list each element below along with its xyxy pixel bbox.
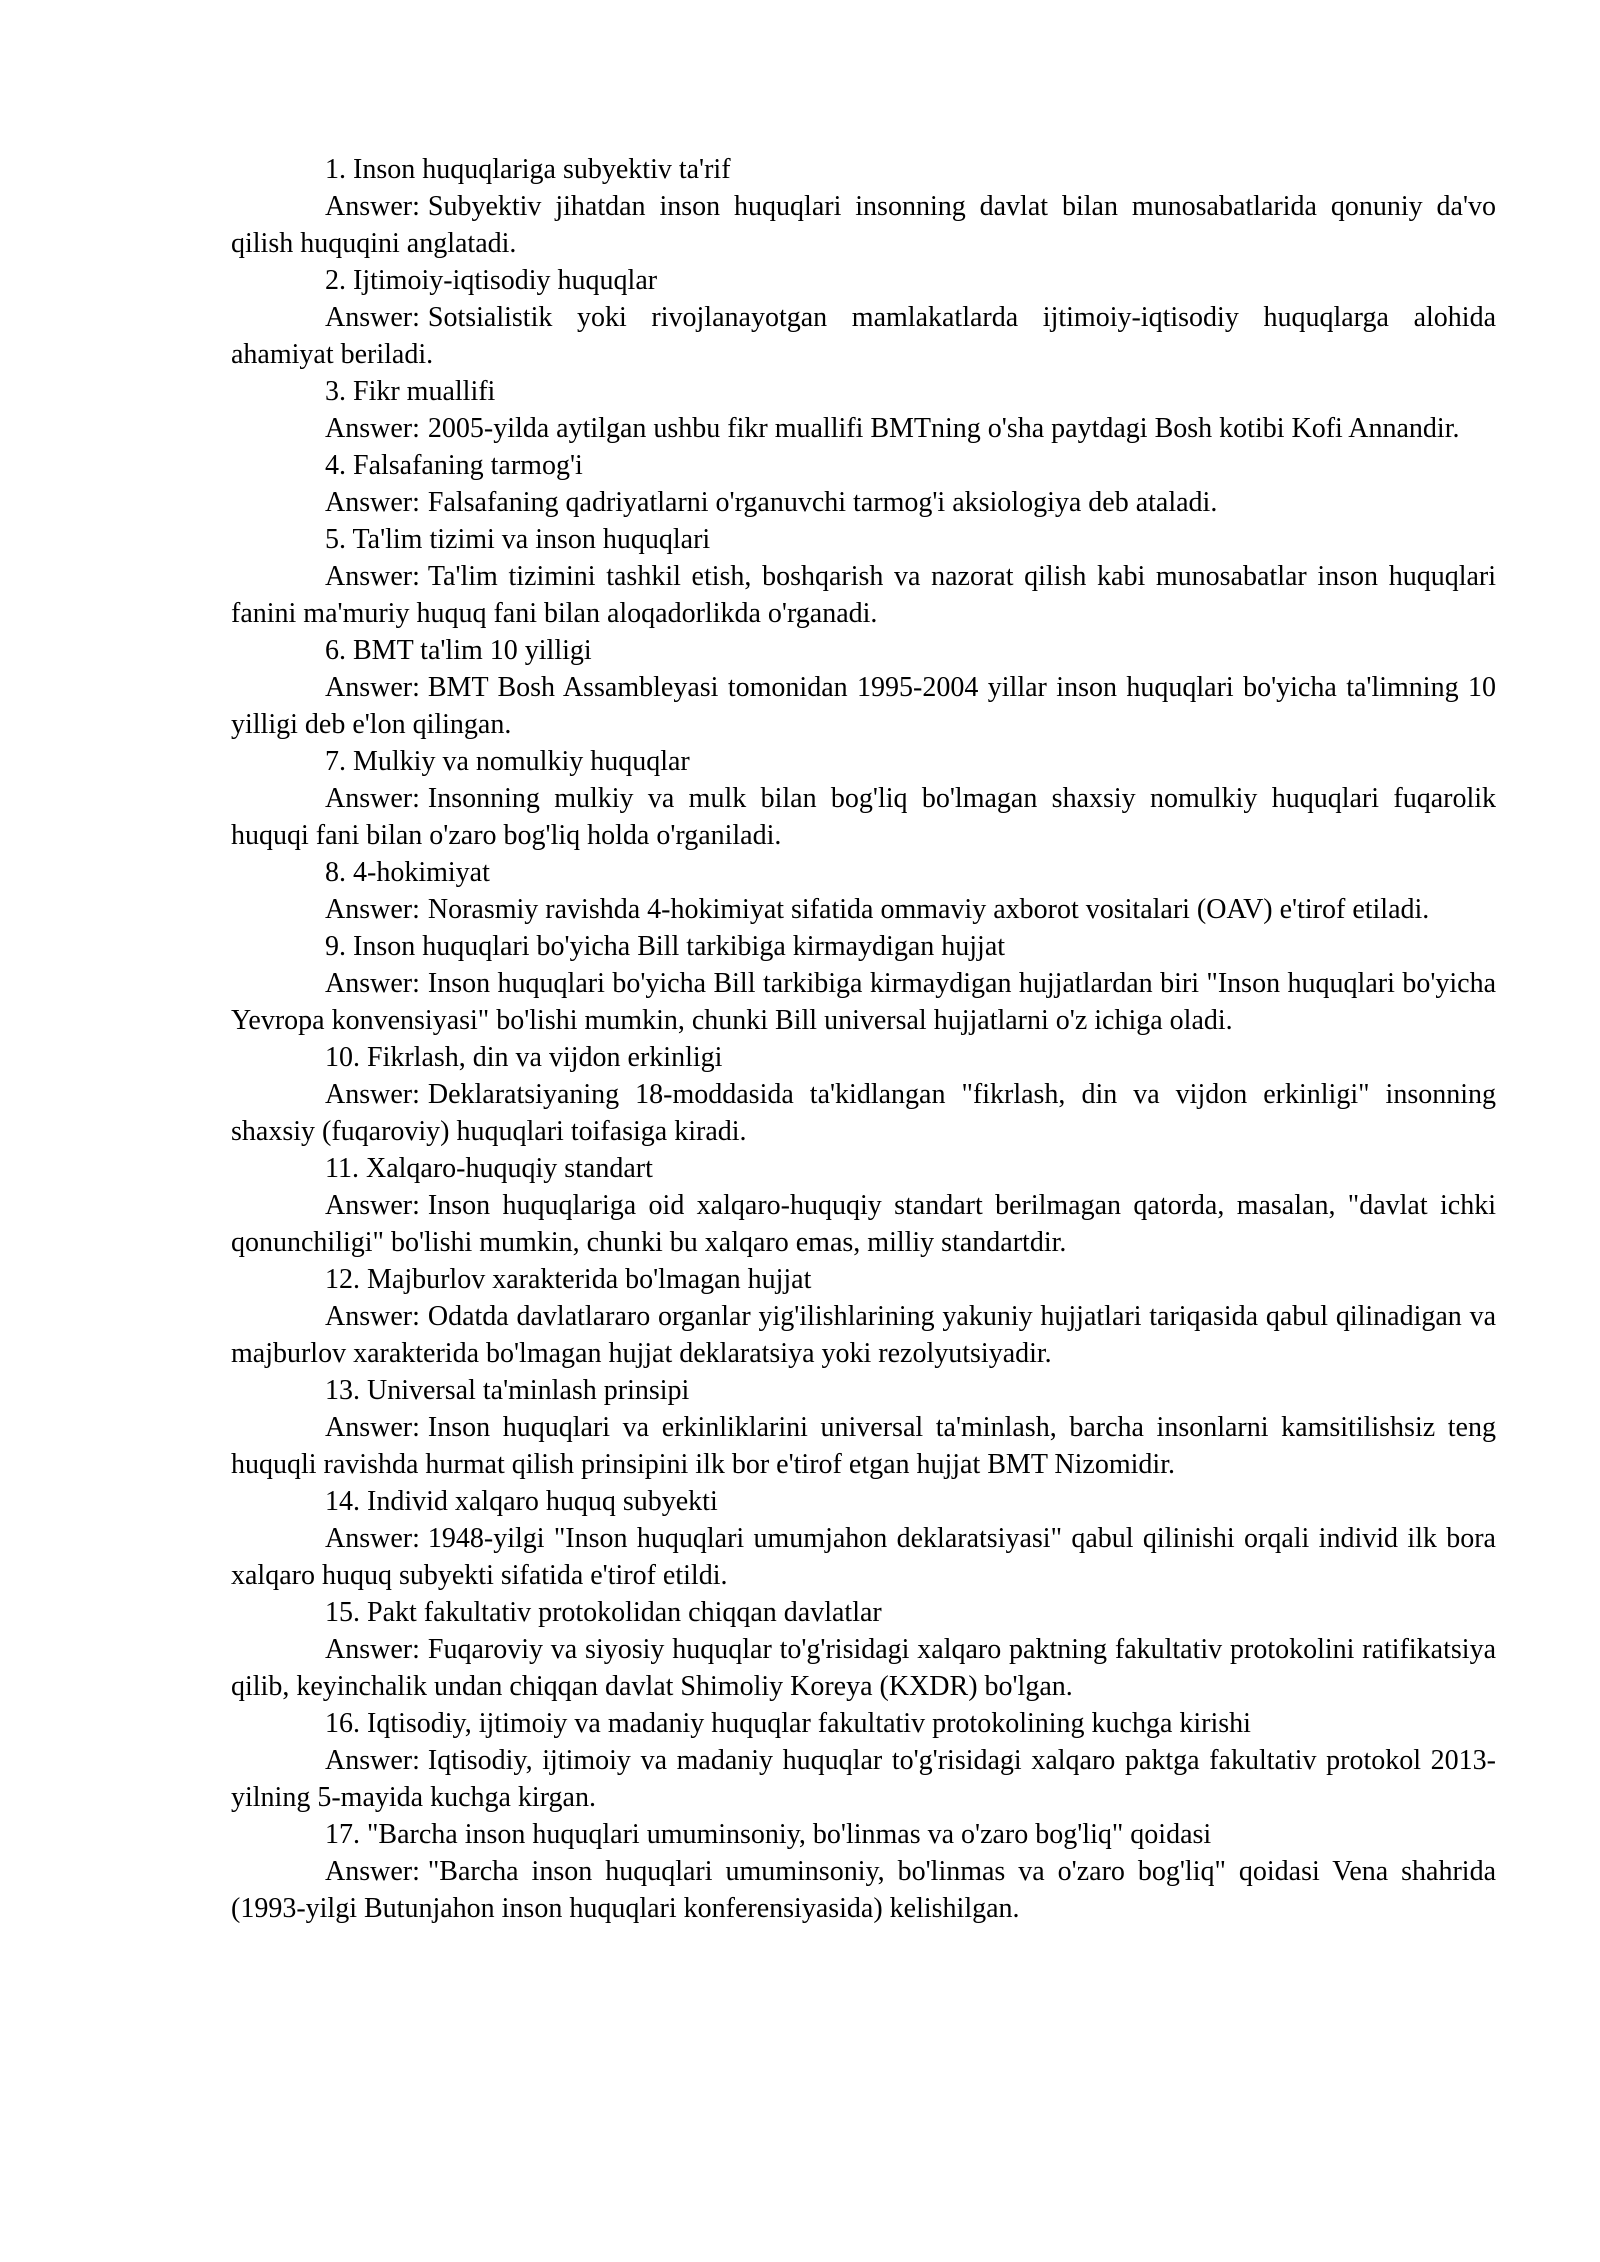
answer-text: Norasmiy ravishda 4-hokimiyat sifatida ommaviy axborot vositalari (OAV) e'tirof etiladi.	[427, 894, 1430, 925]
answer-paragraph	[231, 669, 1496, 743]
answer-prefix: Answer:	[325, 1412, 420, 1443]
answer-text: Ta'lim tizimini tashkil etish, boshqarish va nazorat qilish kabi munosabatlar inson huquqlari fanini ma'muriy huquq fani bilan aloqadorlikda o'rganadi.	[231, 561, 1496, 629]
question-number: 2.	[325, 265, 346, 296]
answer-text: Odatda davlatlararo organlar yig'ilishlarining yakuniy hujjatlari tariqasida qabul qilinadigan va majburlov xarakterida bo'lmagan hujjat deklaratsiya yoki rezolyutsiyadir.	[231, 1301, 1496, 1369]
question-number: 3.	[325, 376, 346, 407]
answer-prefix: Answer:	[325, 1190, 420, 1221]
question-title: Ta'lim tizimi va inson huquqlari	[352, 524, 711, 555]
answer-paragraph	[231, 410, 1496, 447]
question-heading	[231, 521, 1496, 558]
answer-prefix: Answer:	[325, 894, 420, 925]
answer-prefix: Answer:	[325, 487, 420, 518]
answer-paragraph	[231, 558, 1496, 632]
answer-text: Subyektiv jihatdan inson huquqlari insonning davlat bilan munosabatlarida qonuniy da'vo qilish huquqini anglatadi.	[231, 191, 1496, 259]
question-number: 9.	[325, 931, 346, 962]
question-heading	[231, 1150, 1496, 1187]
question-title: Xalqaro-huquqiy standart	[365, 1153, 653, 1184]
question-number: 8.	[325, 857, 346, 888]
question-heading	[231, 743, 1496, 780]
answer-prefix: Answer:	[325, 1301, 420, 1332]
answer-text: Inson huquqlari va erkinliklarini universal ta'minlash, barcha insonlarni kamsitilishsiz teng huquqli ravishda hurmat qilish prinsipini ilk bor e'tirof etgan hujjat BMT Nizomidir.	[231, 1412, 1496, 1480]
answer-text: Falsafaning qadriyatlarni o'rganuvchi tarmog'i aksiologiya deb ataladi.	[427, 487, 1218, 518]
question-number: 4.	[325, 450, 346, 481]
question-number: 14.	[325, 1486, 360, 1517]
answer-paragraph	[231, 188, 1496, 262]
question-title: Iqtisodiy, ijtimoiy va madaniy huquqlar fakultativ protokolining kuchga kirishi	[367, 1708, 1251, 1739]
question-title: Universal ta'minlash prinsipi	[367, 1375, 690, 1406]
answer-paragraph	[231, 965, 1496, 1039]
question-heading	[231, 1261, 1496, 1298]
answer-prefix: Answer:	[325, 783, 420, 814]
answer-paragraph	[231, 1631, 1496, 1705]
question-heading	[231, 854, 1496, 891]
answer-paragraph	[231, 299, 1496, 373]
question-number: 5.	[325, 524, 346, 555]
question-title: Fikrlash, din va vijdon erkinligi	[367, 1042, 723, 1073]
answer-text: BMT Bosh Assambleyasi tomonidan 1995-2004 yillar inson huquqlari bo'yicha ta'limning 10 yilligi deb e'lon qilingan.	[231, 672, 1496, 740]
answer-paragraph	[231, 1742, 1496, 1816]
answer-text: Insonning mulkiy va mulk bilan bog'liq bo'lmagan shaxsiy nomulkiy huquqlari fuqarolik huquqi fani bilan o'zaro bog'liq holda o'rganiladi.	[231, 783, 1496, 851]
question-heading	[231, 1483, 1496, 1520]
question-heading	[231, 1705, 1496, 1742]
answer-text: "Barcha inson huquqlari umuminsoniy, bo'linmas va o'zaro bog'liq" qoidasi Vena shahrida (1993-yilgi Butunjahon inson huquqlari konferensiyasida) kelishilgan.	[231, 1856, 1496, 1924]
answer-prefix: Answer:	[325, 302, 420, 333]
answer-text: 1948-yilgi "Inson huquqlari umumjahon deklaratsiyasi" qabul qilinishi orqali individ ilk bora xalqaro huquq subyekti sifatida e'tirof etildi.	[231, 1523, 1496, 1591]
question-number: 13.	[325, 1375, 360, 1406]
answer-prefix: Answer:	[325, 1523, 420, 1554]
question-number: 15.	[325, 1597, 360, 1628]
question-title: Mulkiy va nomulkiy huquqlar	[353, 746, 690, 777]
answer-paragraph	[231, 1187, 1496, 1261]
question-heading	[231, 632, 1496, 669]
question-number: 7.	[325, 746, 346, 777]
answer-prefix: Answer:	[325, 968, 420, 999]
answer-paragraph	[231, 484, 1496, 521]
question-number: 17.	[325, 1819, 360, 1850]
question-number: 16.	[325, 1708, 360, 1739]
question-heading	[231, 151, 1496, 188]
answer-paragraph	[231, 1076, 1496, 1150]
question-number: 12.	[325, 1264, 360, 1295]
question-number: 10.	[325, 1042, 360, 1073]
question-title: 4-hokimiyat	[353, 857, 490, 888]
question-heading	[231, 1039, 1496, 1076]
answer-paragraph	[231, 780, 1496, 854]
answer-text: 2005-yilda aytilgan ushbu fikr muallifi BMTning o'sha paytdagi Bosh kotibi Kofi Annandir.	[427, 413, 1460, 444]
question-title: Falsafaning tarmog'i	[353, 450, 583, 481]
answer-text: Iqtisodiy, ijtimoiy va madaniy huquqlar to'g'risidagi xalqaro paktga fakultativ protokol 2013-yilning 5-mayida kuchga kirgan.	[231, 1745, 1496, 1813]
question-title: BMT ta'lim 10 yilligi	[353, 635, 592, 666]
answer-text: Inson huquqlariga oid xalqaro-huquqiy standart berilmagan qatorda, masalan, "davlat ichki qonunchiligi" bo'lishi mumkin, chunki bu xalqaro emas, milliy standartdir.	[231, 1190, 1496, 1258]
document-page	[231, 151, 1496, 1927]
question-title: Fikr muallifi	[353, 376, 496, 407]
answer-text: Deklaratsiyaning 18-moddasida ta'kidlangan "fikrlash, din va vijdon erkinligi" insonning shaxsiy (fuqaroviy) huquqlari toifasiga kiradi.	[231, 1079, 1496, 1147]
question-heading	[231, 447, 1496, 484]
answer-paragraph	[231, 891, 1496, 928]
question-heading	[231, 262, 1496, 299]
answer-prefix: Answer:	[325, 413, 420, 444]
question-heading	[231, 928, 1496, 965]
question-title: Pakt fakultativ protokolidan chiqqan davlatlar	[367, 1597, 882, 1628]
answer-prefix: Answer:	[325, 191, 420, 222]
answer-text: Fuqaroviy va siyosiy huquqlar to'g'risidagi xalqaro paktning fakultativ protokolini ratifikatsiya qilib, keyinchalik undan chiqqan davlat Shimoliy Koreya (KXDR) bo'lgan.	[231, 1634, 1496, 1702]
question-title: Inson huquqlari bo'yicha Bill tarkibiga kirmaydigan hujjat	[353, 931, 1006, 962]
answer-text: Sotsialistik yoki rivojlanayotgan mamlakatlarda ijtimoiy-iqtisodiy huquqlarga alohida ahamiyat beriladi.	[231, 302, 1496, 370]
answer-prefix: Answer:	[325, 1079, 420, 1110]
question-heading	[231, 1594, 1496, 1631]
question-title: Majburlov xarakterida bo'lmagan hujjat	[367, 1264, 812, 1295]
answer-prefix: Answer:	[325, 672, 420, 703]
question-number: 11.	[325, 1153, 359, 1184]
question-heading	[231, 1372, 1496, 1409]
question-title: Inson huquqlariga subyektiv ta'rif	[353, 154, 731, 185]
question-number: 6.	[325, 635, 346, 666]
question-title: Individ xalqaro huquq subyekti	[367, 1486, 718, 1517]
answer-prefix: Answer:	[325, 1856, 420, 1887]
answer-text: Inson huquqlari bo'yicha Bill tarkibiga kirmaydigan hujjatlardan biri "Inson huquqlari bo'yicha Yevropa konvensiyasi" bo'lishi mumkin, chunki Bill universal hujjatlarni o'z ichiga oladi.	[231, 968, 1496, 1036]
question-heading	[231, 1816, 1496, 1853]
answer-paragraph	[231, 1409, 1496, 1483]
question-title: Ijtimoiy-iqtisodiy huquqlar	[353, 265, 658, 296]
answer-paragraph	[231, 1298, 1496, 1372]
question-number: 1.	[325, 154, 346, 185]
question-title: "Barcha inson huquqlari umuminsoniy, bo'linmas va o'zaro bog'liq" qoidasi	[367, 1819, 1212, 1850]
answer-prefix: Answer:	[325, 1745, 420, 1776]
question-heading	[231, 373, 1496, 410]
answer-paragraph	[231, 1520, 1496, 1594]
answer-prefix: Answer:	[325, 1634, 420, 1665]
answer-prefix: Answer:	[325, 561, 420, 592]
answer-paragraph	[231, 1853, 1496, 1927]
